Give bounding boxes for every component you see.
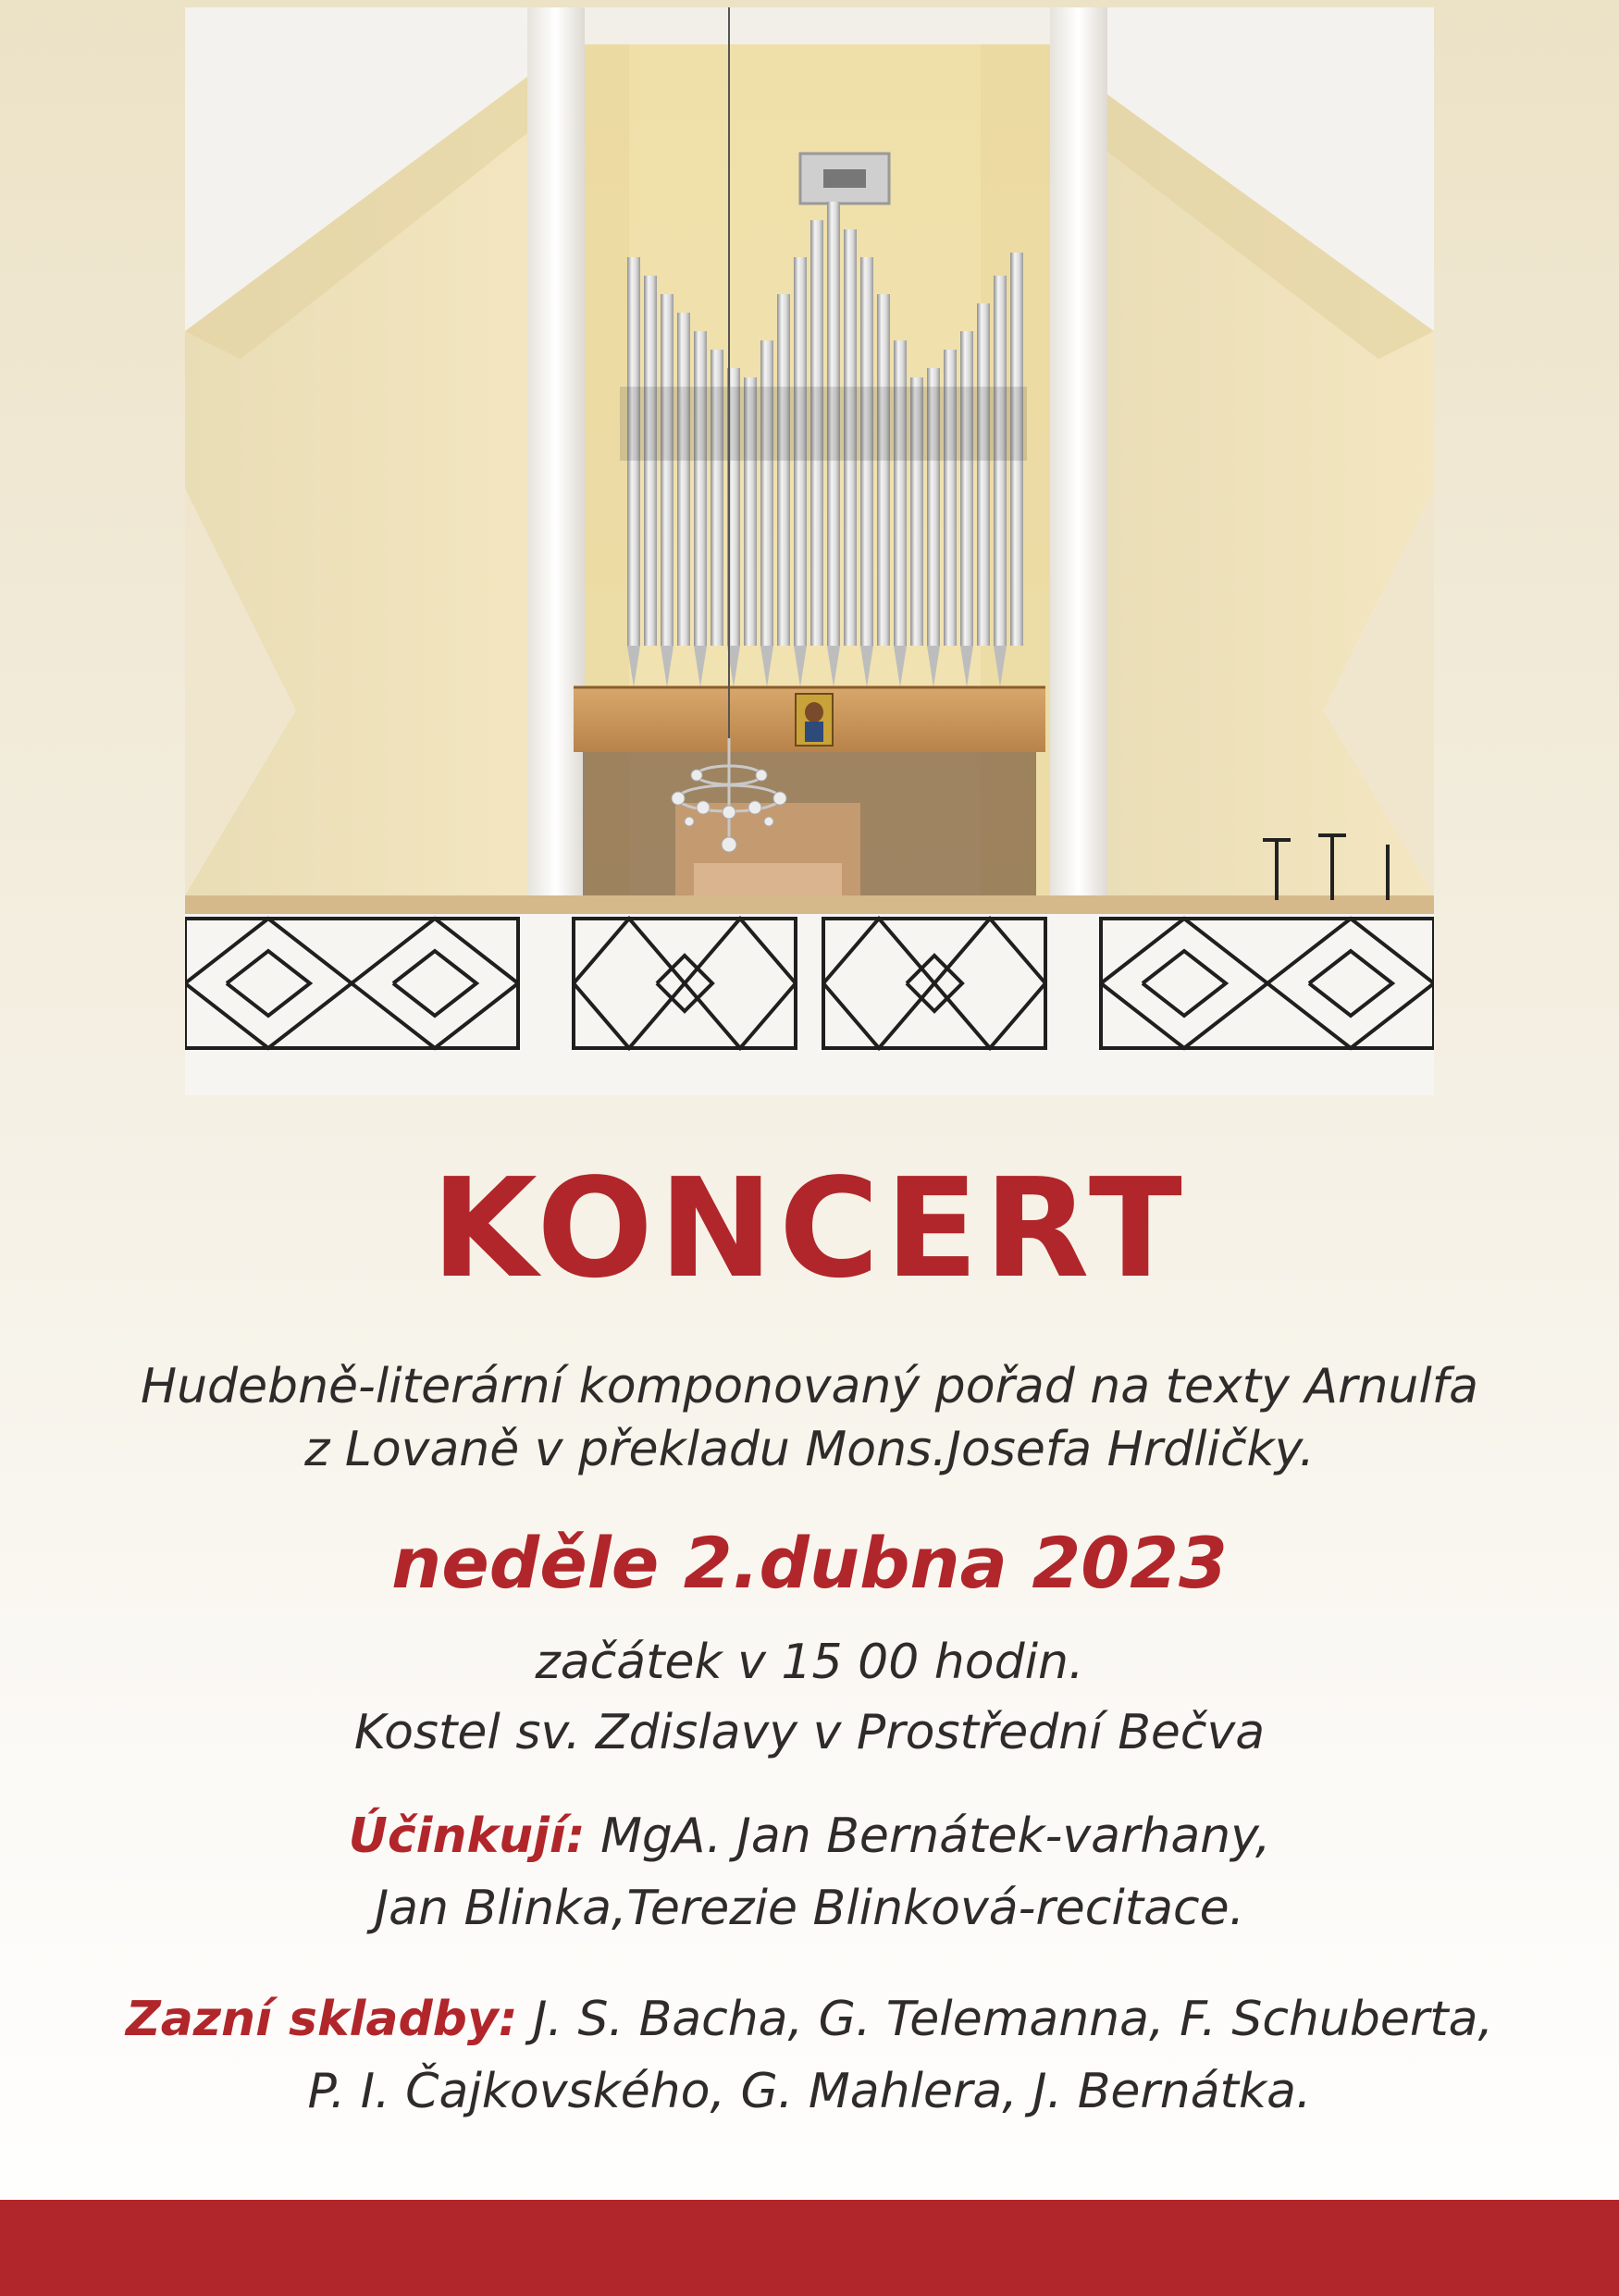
concert-date: neděle 2.dubna 2023	[391, 1522, 1228, 1604]
footer-bar	[0, 2200, 1619, 2296]
organ-photo	[185, 7, 1434, 1095]
performers-names-1: MgA. Jan Bernátek-varhany,	[600, 1808, 1271, 1864]
program-composers-1: J. S. Bacha, G. Telemanna, F. Schuberta,	[533, 1992, 1494, 2047]
performers-line-2: Jan Blinka,Terezie Blinková-recitace.	[374, 1881, 1245, 1936]
start-time: začátek v 15 00 hodin.	[535, 1635, 1084, 1690]
program-label: Zazní skladby:	[125, 1992, 518, 2047]
subtitle-line-2: z Lovaně v překladu Mons.Josefa Hrdličky.	[304, 1422, 1315, 1477]
organ-illustration	[185, 7, 1434, 1095]
performers-line-1	[0, 1806, 1619, 1867]
subtitle-line-1: Hudebně-literární komponovaný pořad na texty Arnulfa	[141, 1359, 1478, 1414]
program-line-2: P. I. Čajkovského, G. Mahlera, J. Bernátka.	[307, 2064, 1312, 2119]
concert-title: KONCERT	[431, 1149, 1188, 1308]
venue: Kostel sv. Zdislavy v Prostřední Bečva	[353, 1705, 1266, 1760]
performers-label: Účinkují:	[348, 1808, 586, 1864]
program-line-1	[0, 1989, 1619, 2050]
